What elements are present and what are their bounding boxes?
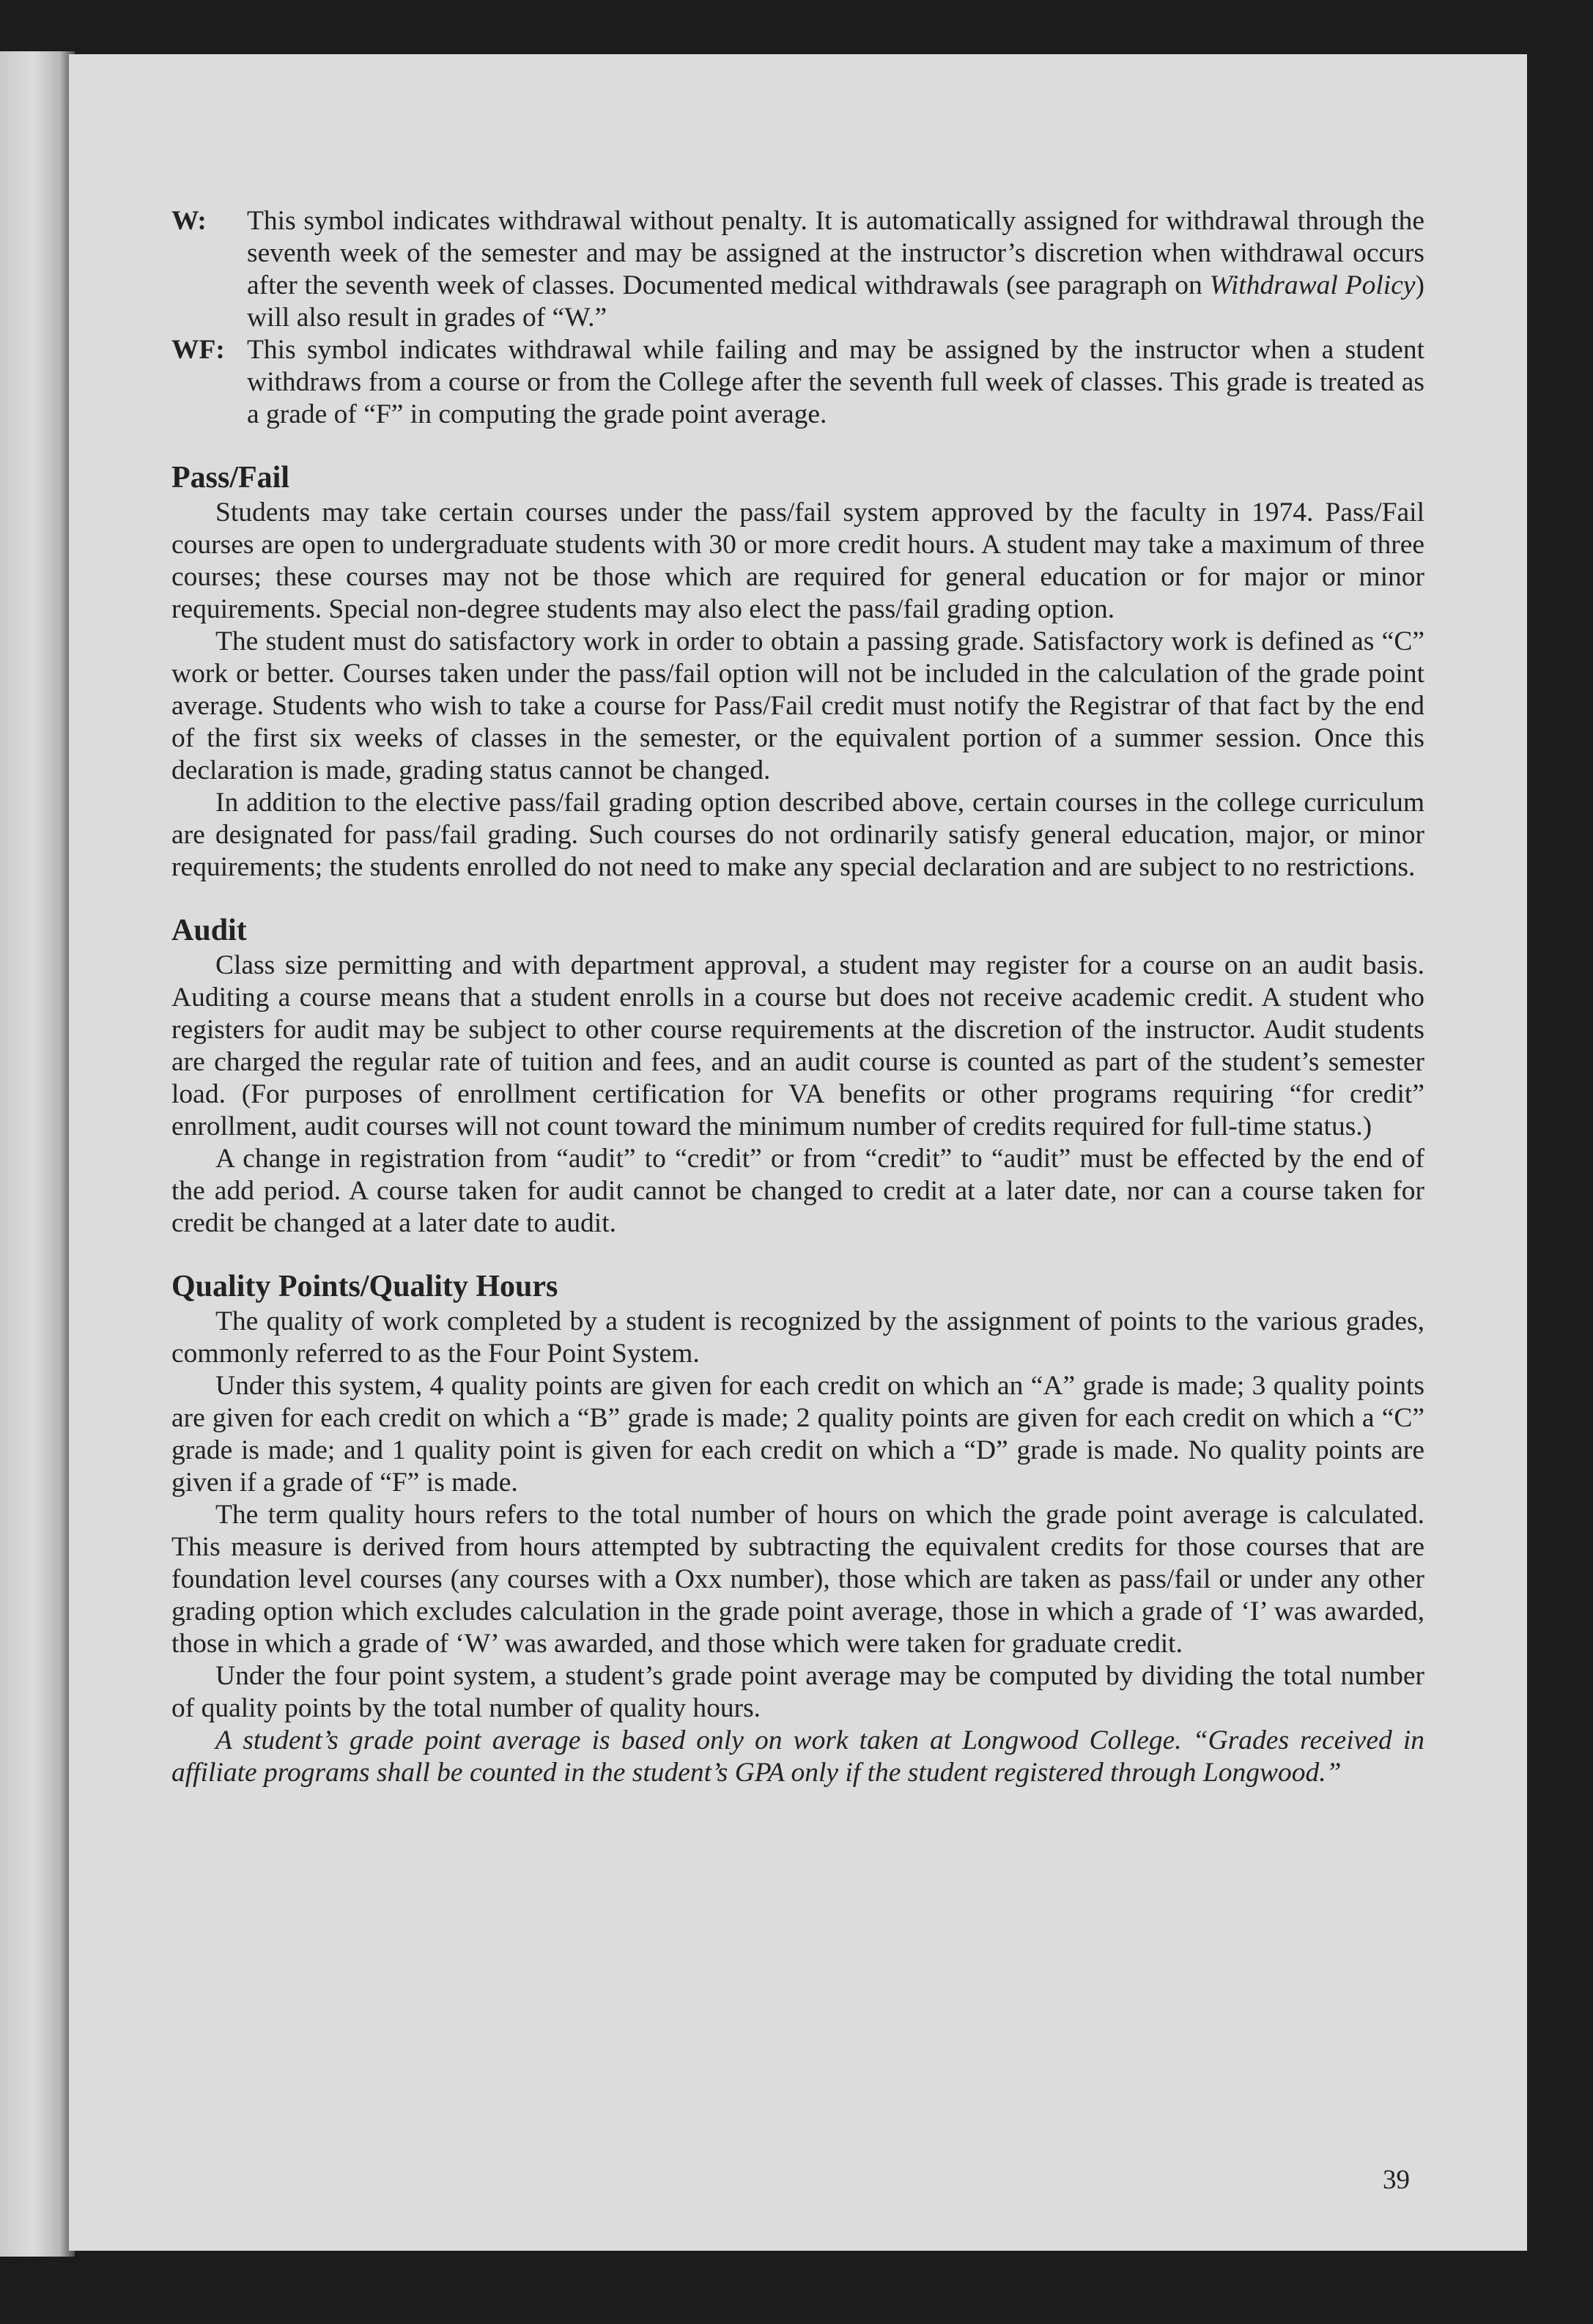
paragraph: The student must do satisfactory work in order to obtain a passing grade. Satisfactory work is defined as “C” work or better. Courses taken under the pass/fail option will not be included in the calculation of the grade point average. Students who wish to take a course for Pass/Fail credit must notify the Registrar of that fact by the end of the first six weeks of classes in the semester, or the equivalent portion of a summer session. Once this declaration is made, grading status cannot be changed. [171,626,1424,785]
document-page [69,54,1527,2251]
paragraph: A change in registration from “audit” to “credit” or from “credit” to “audit” must be effected by the end of the add period. A course taken for audit cannot be changed to credit at a later date, nor can a course taken for credit be changed at a later date to audit. [171,1144,1424,1238]
paragraph: The term quality hours refers to the total number of hours on which the grade point average is calculated. This measure is derived from hours attempted by subtracting the equivalent credits for those courses that are foundation level courses (any courses with a Oxx number), those which are taken as pass/fail or under any other grading option which excludes calculation in the grade point average, those in which a grade of ‘I’ was awarded, those in which a grade of ‘W’ was awarded, and those which were taken for graduate credit. [171,1500,1424,1659]
paragraph: Students may take certain courses under the pass/fail system approved by the faculty in 1974. Pass/Fail courses are open to undergraduate students with 30 or more credit hours. A student may take a maximum of three courses; these courses may not be those which are required for general education or for major or minor requirements. Special non-degree students may also elect the pass/fail grading option. [171,497,1424,624]
section-heading-audit: Audit [171,914,247,947]
paragraph: In addition to the elective pass/fail grading option described above, certain courses in the college curriculum are designated for pass/fail grading. Such courses do not ordinarily satisfy general education, major, or minor requirements; the students enrolled do not need to make any special declaration and are subject to no restrictions. [171,788,1424,882]
paragraph-italic-note: A student’s grade point average is based only on work taken at Longwood College. “Grades received in affiliate programs shall be counted in the student’s GPA only if the student registered through Longwood.” [171,1725,1424,1788]
definition-text: This symbol indicates withdrawal while failing and may be assigned by the instructor when a student withdraws from a course or from the College after the seventh full week of classes. This grade is treated as a grade of “F” in computing the grade point average. [247,335,1424,429]
page-number: 39 [1383,2165,1410,2195]
definition-text [247,205,1424,334]
definition-w [171,205,1424,334]
section-heading-pass-fail: Pass/Fail [171,461,290,495]
definition-wf [171,334,1424,431]
section-heading-quality-points: Quality Points/Quality Hours [171,1270,558,1303]
paragraph: Under the four point system, a student’s grade point average may be computed by dividing the total number of quality points by the total number of quality hours. [171,1661,1424,1723]
definition-text-part: This symbol indicates withdrawal without penalty. It is automatically assigned for withdrawal through the seventh week of the semester and may be assigned at the instructor’s discretion when withdrawal occurs after the seventh week of classes. Documented medical withdrawals (see paragraph on [247,206,1424,300]
definition-term: WF: [171,335,225,365]
page-content [171,205,1424,1789]
paragraph: Under this system, 4 quality points are given for each credit on which an “A” grade is made; 3 quality points are given for each credit on which a “B” grade is made; 2 quality points are given for each credit on which a “C” grade is made; and 1 quality point is given for each credit on which a “D” grade is made. No quality points are given if a grade of “F” is made. [171,1371,1424,1498]
definition-text-part: ) will also result in grades of “W.” [247,270,1424,333]
definition-term: W: [171,206,207,236]
withdrawal-policy-reference: Withdrawal Policy [1209,270,1416,300]
paragraph: The quality of work completed by a student is recognized by the assignment of points to the various grades, commonly referred to as the Four Point System. [171,1306,1424,1369]
paragraph: Class size permitting and with department approval, a student may register for a course on an audit basis. Auditing a course means that a student enrolls in a course but does not receive academic credit. A student who registers for audit may be subject to other course requirements at the discretion of the instructor. Audit students are charged the regular rate of tuition and fees, and an audit course is counted as part of the student’s semester load. (For purposes of enrollment certification for VA benefits or other programs requiring “for credit” enrollment, audit courses will not count toward the minimum number of credits required for full-time status.) [171,950,1424,1141]
book-spine-edge [0,51,75,2257]
